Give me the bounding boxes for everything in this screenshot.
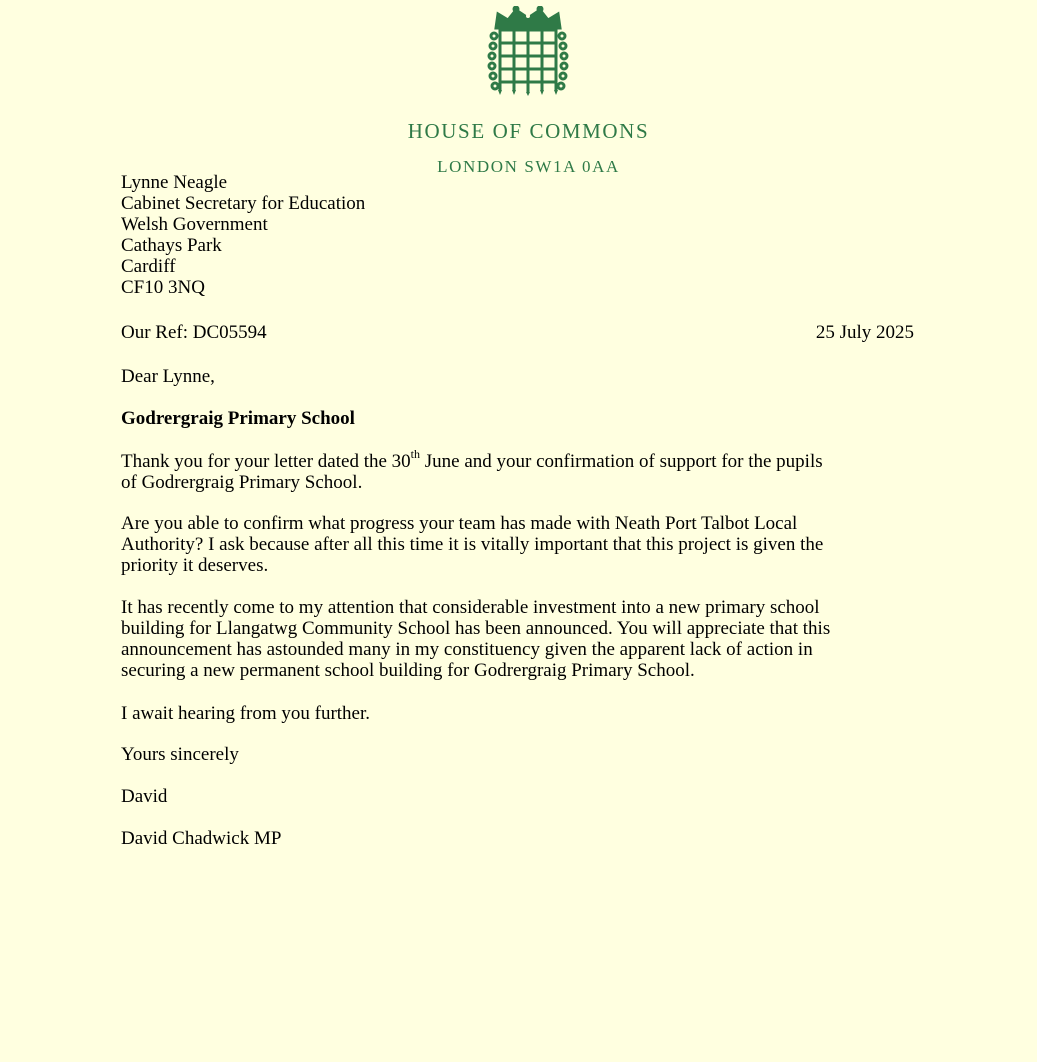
our-reference: Our Ref: DC05594	[121, 322, 267, 343]
paragraph-3-line-3: announcement has astounded many in my constituency given the apparent lack of action in	[121, 639, 813, 660]
letterhead-address: LONDON SW1A 0AA	[437, 157, 620, 176]
paragraph-2	[121, 513, 921, 576]
paragraph-1-text-b: June and your confirmation of support for the pupils	[420, 451, 823, 472]
paragraph-2-line-3: priority it deserves.	[121, 555, 269, 576]
signatory-name: David Chadwick MP	[121, 828, 282, 849]
recipient-position: Cabinet Secretary for Education	[121, 193, 366, 214]
recipient-address-block	[121, 172, 921, 298]
recipient-city: Cardiff	[121, 256, 176, 277]
recipient-street: Cathays Park	[121, 235, 222, 256]
paragraph-3-line-1: It has recently come to my attention that considerable investment into a new primary school	[121, 597, 820, 618]
letterhead-title: HOUSE OF COMMONS	[407, 119, 650, 143]
portcullis-crest-icon	[486, 6, 570, 96]
paragraph-2-line-1: Are you able to confirm what progress your team has made with Neath Port Talbot Local	[121, 513, 798, 534]
letter-date: 25 July 2025	[815, 322, 914, 343]
salutation: Dear Lynne,	[121, 366, 215, 387]
paragraph-2-line-2: Authority? I ask because after all this time it is vitally important that this project is given the	[121, 534, 824, 555]
recipient-organisation: Welsh Government	[121, 214, 268, 235]
paragraph-1-line-2: of Godrergraig Primary School.	[121, 472, 363, 493]
closing: Yours sincerely	[121, 744, 239, 765]
paragraph-4: I await hearing from you further.	[121, 703, 371, 724]
paragraph-3-line-4: securing a new permanent school building for Godrergraig Primary School.	[121, 660, 695, 681]
paragraph-3-line-2: building for Llangatwg Community School has been announced. You will appreciate that this	[121, 618, 831, 639]
signature: David	[121, 786, 168, 807]
subject-heading: Godrergraig Primary School	[121, 408, 355, 429]
ordinal-suffix: th	[410, 446, 421, 461]
paragraph-1-text-a: Thank you for your letter dated the 30	[121, 451, 411, 472]
recipient-postcode: CF10 3NQ	[121, 277, 205, 298]
recipient-name: Lynne Neagle	[121, 172, 228, 193]
paragraph-3	[121, 597, 921, 681]
paragraph-1	[121, 446, 921, 493]
